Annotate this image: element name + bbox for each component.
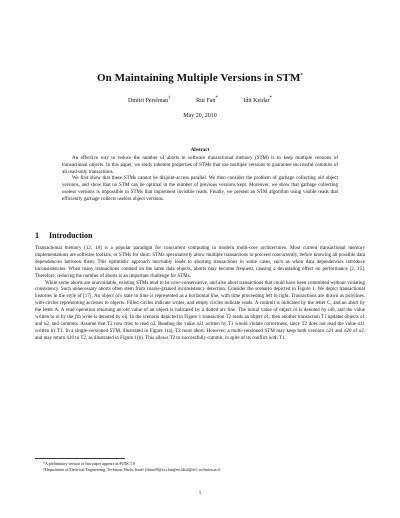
abstract bbox=[62, 156, 338, 204]
page-number: 1 bbox=[198, 491, 202, 496]
author-name: Dmitri Perelman bbox=[128, 98, 169, 104]
paper-title-text: On Maintaining Multiple Versions in STM bbox=[96, 72, 301, 84]
footnote: †Department of Electrical Engineering, Technion, Haifa, Israel {dima39@tx,rfan@ee,idish@ee}.technion.ac.il bbox=[43, 466, 221, 472]
author-name: Rui Fan bbox=[196, 98, 216, 104]
section-heading bbox=[35, 231, 92, 240]
section-number: 1 bbox=[35, 231, 39, 240]
footnote: *A preliminary version of this paper appears in PODC'10 bbox=[43, 461, 135, 466]
section-body bbox=[35, 246, 365, 343]
author-list bbox=[0, 98, 400, 104]
paper-date: May 20, 2010 bbox=[183, 113, 217, 119]
author-affiliation-mark: * bbox=[215, 96, 218, 101]
abstract-paragraph: An effective way to reduce the number of aborts in software transactional memory (STM) is to keep multiple versions of transactional objects. In this paper, we study inherent properties of STMs that use multiple versions to guarantee successful commits of all read-only transactions. bbox=[62, 156, 338, 175]
body-paragraph: While some aborts are unavoidable, existing STMs tend to be over-conservative, and also abort transactions that could have been committed without violating consistency. Such unnecessary aborts often stem from coarse-grained inconsistency detection. Consider the scenario depicted in Figure 1. We depict transactional histories in the style of [17]. An object oi's state in time is represented as a horizontal line, with time proceeding left to right. Transactions are drawn as polylines, with circles representing accesses to objects. Filled circles indicate writes, and empty circles indicate reads. A commit is indicated by the letter C, and an abort by the letter A. A read operation returning an old value of an object is indicated by a dotted arc line. The initial value of object oi is denoted by oi0, and the value written to oi by the j'th write is denoted by oij. In the scenario depicted in Figure 1 transaction T2 reads an object o1, then another transaction T1 updates objects o1 and o2, and commits. Assume that T2 now tries to read o2. Reading the value o21 written by T1 would violate correctness, since T2 does not read the value o11 written by T1. In a single-versioned STM, illustrated in Figure 1(a), T2 must abort. However, a multi-versioned STM may keep both versions o21 and o20 of o2, and may return o20 to T2, as illustrated in Figure 1(b). This allows T2 to successfully commit, in spite of its conflict with T1. bbox=[35, 280, 365, 341]
section-title: Introduction bbox=[49, 231, 93, 240]
abstract-paragraph: We first show that these STMs cannot be disjoint-access parallel. We then consider the problem of garbage collecting old object versions, and show that no STM can be optimal in the number of previous versions kept. Moreover, we show that garbage collecting useless versions is impossible in STMs that implement invisible reads. Finally, we present an STM algorithm using visible reads that efficiently garbage collects useless object versions. bbox=[62, 176, 338, 202]
title-footnote-mark: * bbox=[300, 73, 304, 79]
author-affiliation-mark: † bbox=[168, 96, 171, 101]
paper-title bbox=[0, 72, 400, 84]
author-affiliation-mark: * bbox=[269, 96, 272, 101]
author-3 bbox=[243, 98, 272, 104]
author-2 bbox=[196, 98, 218, 104]
author-name: Idit Keidar bbox=[243, 98, 270, 104]
body-paragraph: Transactional memory [12, 18] is a popular paradigm for concurrent computing in modern multi-core architectures. Most current transactional memory implementations are software toolkits, or STMs for short. STMs speculatively allow multiple transactions to proceed concurrently, before knowing all possible data dependencies between them. This optimistic approach inevitably leads to aborting transactions in some cases, such as when data dependencies introduce inconsistencies. When many transactions contend on the same data objects, aborts may become frequent, causing a devastating effect on performance [2, 15]. Therefore, reducing the number of aborts is an important challenge for STMs. bbox=[35, 246, 365, 279]
footnotes bbox=[35, 461, 365, 472]
author-1 bbox=[128, 98, 171, 104]
abstract-heading: Abstract bbox=[190, 148, 210, 153]
footnote-divider bbox=[35, 458, 125, 459]
